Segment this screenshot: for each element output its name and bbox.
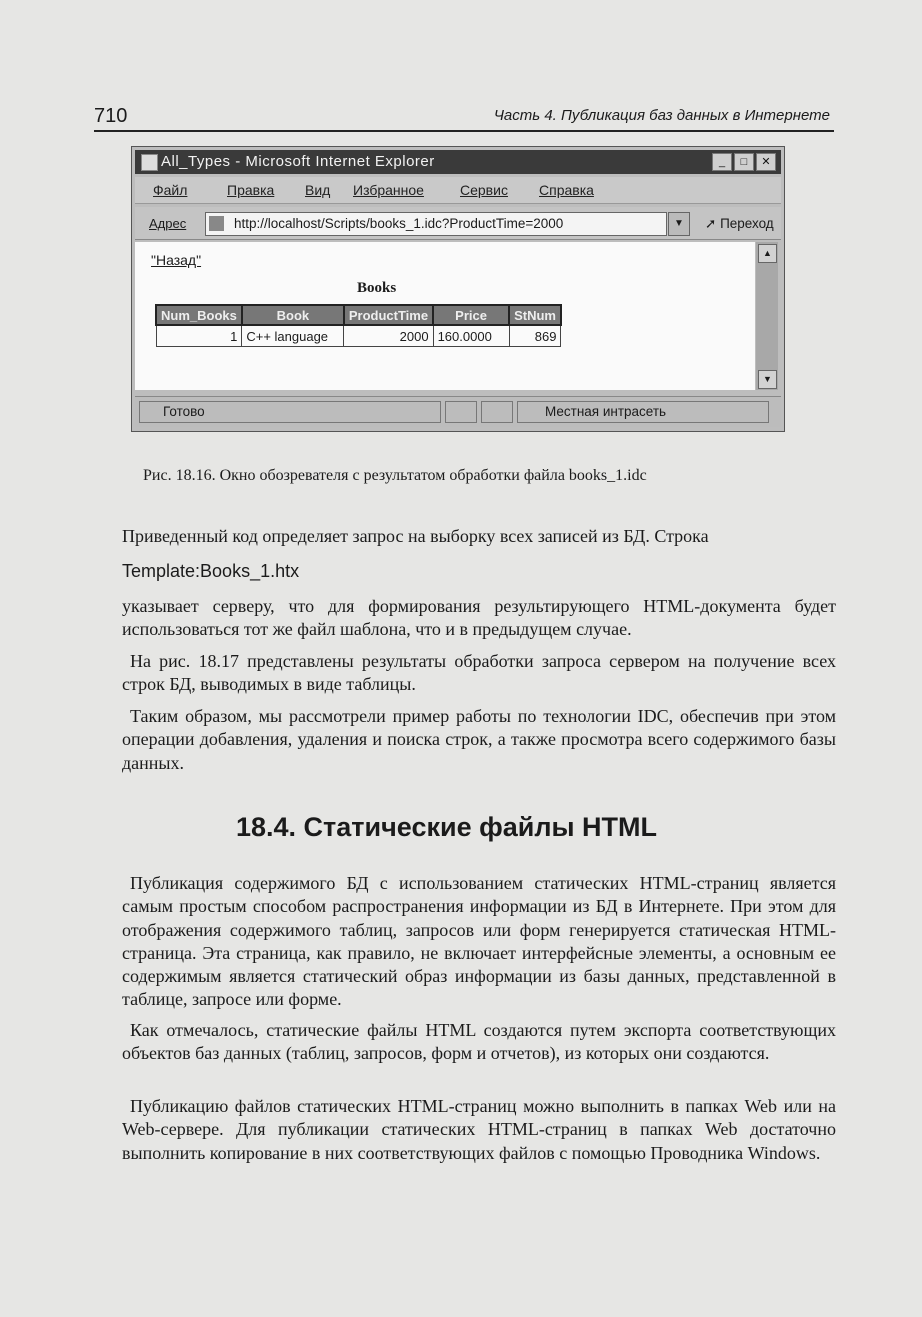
scroll-up-icon[interactable]: ▲ bbox=[758, 244, 777, 263]
paragraph: указывает серверу, что для формирования результирующего HTML-документа будет использоваться тот же файл шаблона, что и в предыдущем случае. bbox=[122, 596, 836, 640]
chevron-down-icon[interactable]: ▼ bbox=[668, 212, 690, 236]
paragraph: Таким образом, мы рассмотрели пример работы по технологии IDC, обеспечив при этом операции добавления, удаления и поиска строк, а также просмотра всего содержимого базы данных. bbox=[122, 706, 836, 773]
template-line: Template:Books_1.htx bbox=[122, 561, 300, 581]
menu-file[interactable]: Файл bbox=[153, 182, 188, 198]
scroll-down-icon[interactable]: ▼ bbox=[758, 370, 777, 389]
page-number: 710 bbox=[94, 105, 128, 127]
address-input[interactable] bbox=[205, 212, 667, 236]
go-arrow-icon: ➚ bbox=[705, 216, 721, 231]
menu-tools[interactable]: Сервис bbox=[460, 182, 508, 198]
status-pane bbox=[481, 401, 513, 423]
menu-edit[interactable]: Правка bbox=[227, 182, 275, 198]
menu-view[interactable]: Вид bbox=[305, 182, 331, 198]
col-num-books: Num_Books bbox=[156, 305, 242, 325]
page-content bbox=[135, 242, 755, 390]
vertical-scrollbar[interactable] bbox=[756, 242, 778, 390]
cell-price: 160.0000 bbox=[433, 325, 509, 347]
go-button[interactable] bbox=[705, 216, 774, 232]
paragraph: На рис. 18.17 представлены результаты обработки запроса сервером на получение всех строк БД, выводимых в виде таблицы. bbox=[122, 651, 836, 695]
paragraph: Публикация содержимого БД с использованием статических HTML-страниц является самым простым способом распространения информации из БД в Интернете. При этом для отображения содержимого таблиц, запросов или форм генерируется статическая HTML-страница. Эта страница, как правило, не включает интерфейсные элементы, а основным ее содержимым является статический образ информации из базы данных, представленной в таблице, запросе или форме. bbox=[122, 873, 836, 1010]
figure-caption: Рис. 18.16. Окно обозревателя с результатом обработки файла books_1.idc bbox=[143, 467, 647, 484]
paragraph: Приведенный код определяет запрос на выборку всех записей из БД. Строка bbox=[122, 526, 709, 546]
status-text: Готово bbox=[163, 404, 205, 419]
running-header bbox=[94, 100, 834, 132]
menu-help[interactable]: Справка bbox=[539, 182, 594, 198]
status-pane bbox=[445, 401, 477, 423]
ie-icon bbox=[141, 154, 158, 171]
table-caption: Books bbox=[357, 280, 397, 296]
page-icon bbox=[209, 216, 224, 231]
window-title: All_Types - Microsoft Internet Explorer bbox=[161, 153, 435, 170]
status-bar bbox=[135, 396, 781, 427]
table-row bbox=[156, 325, 561, 347]
col-price: Price bbox=[433, 305, 509, 325]
cell-product-time: 2000 bbox=[344, 325, 433, 347]
col-book: Book bbox=[242, 305, 344, 325]
col-product-time: ProductTime bbox=[344, 305, 433, 325]
maximize-icon[interactable]: □ bbox=[734, 153, 754, 171]
menu-favorites[interactable]: Избранное bbox=[353, 182, 424, 198]
cell-st-num: 869 bbox=[509, 325, 561, 347]
cell-num-books: 1 bbox=[156, 325, 242, 347]
browser-screenshot bbox=[131, 146, 785, 432]
back-link[interactable]: "Назад" bbox=[151, 252, 202, 268]
table-header-row bbox=[156, 305, 561, 325]
menu-bar bbox=[135, 177, 781, 204]
zone-text: Местная интрасеть bbox=[545, 404, 667, 419]
paragraph: Публикацию файлов статических HTML-страниц можно выполнить в папках Web или на Web-сервере. Для публикации статических HTML-страниц в папках Web достаточно выполнить копирование в них соответствующих файлов с помощью Проводника Windows. bbox=[122, 1096, 836, 1163]
books-table bbox=[155, 304, 562, 347]
part-title: Часть 4. Публикация баз данных в Интернете bbox=[493, 107, 830, 124]
address-label: Адрес bbox=[149, 216, 187, 231]
browser-titlebar bbox=[135, 150, 781, 174]
close-icon[interactable]: ✕ bbox=[756, 153, 776, 171]
col-st-num: StNum bbox=[509, 305, 561, 325]
go-label: Переход bbox=[720, 216, 774, 231]
paragraph: Как отмечалось, статические файлы HTML создаются путем экспорта соответствующих объектов баз данных (таблиц, запросов, форм и отчетов), из которых они создаются. bbox=[122, 1020, 836, 1064]
section-title: 18.4. Статические файлы HTML bbox=[236, 812, 658, 842]
minimize-icon[interactable]: _ bbox=[712, 153, 732, 171]
address-url: http://localhost/Scripts/books_1.idc?ProductTime=2000 bbox=[234, 216, 564, 231]
address-bar bbox=[135, 207, 781, 240]
cell-book: C++ language bbox=[242, 325, 344, 347]
